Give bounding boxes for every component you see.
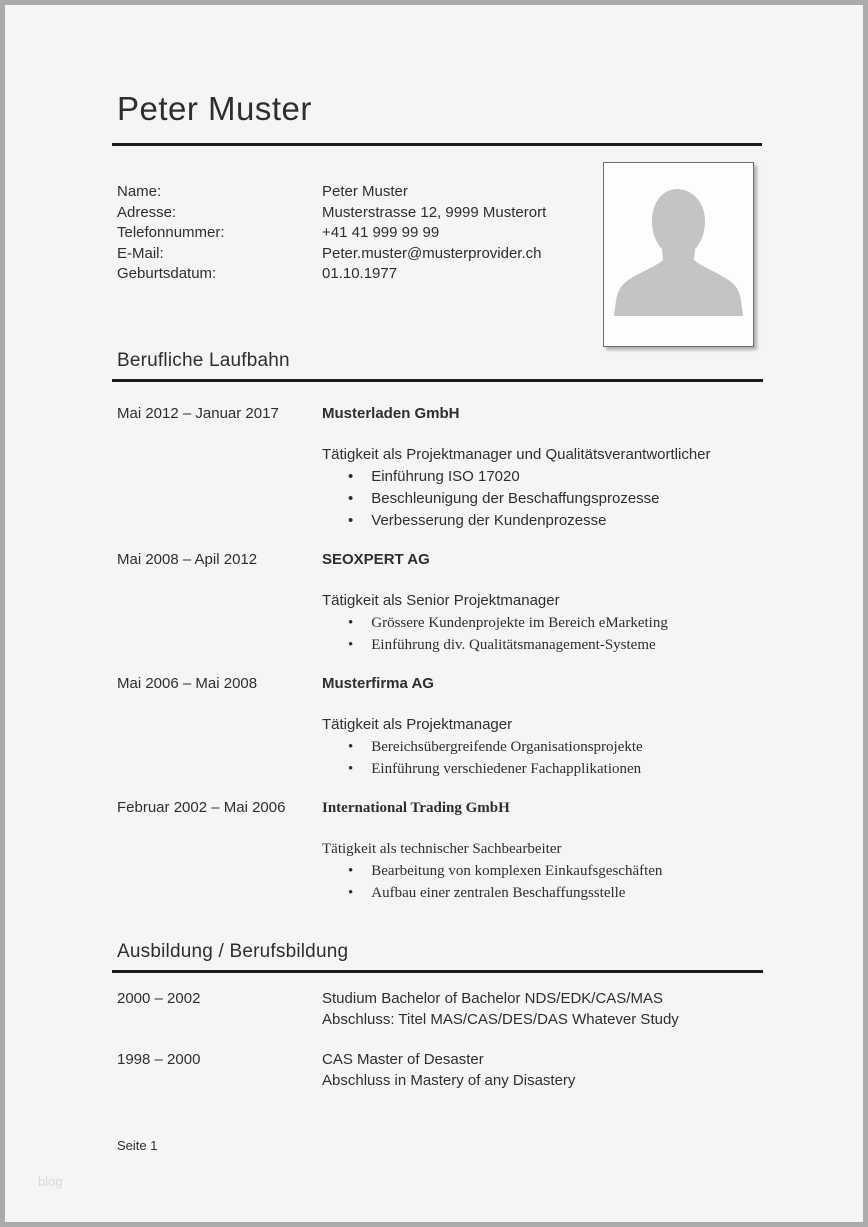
section-heading-career: Berufliche Laufbahn xyxy=(117,350,290,371)
job-bullet: • Einführung div. Qualitätsmanagement-Systeme xyxy=(322,634,765,656)
job-company: Musterfirma AG xyxy=(322,675,434,692)
info-value: 01.10.1977 xyxy=(322,265,398,282)
education-period: 2000 – 2002 xyxy=(117,990,201,1007)
watermark: blog xyxy=(38,1174,63,1189)
photo-placeholder xyxy=(603,162,754,347)
job-role: Tätigkeit als Projektmanager und Qualitätsverantwortlicher xyxy=(322,446,711,463)
education-line: Abschluss: Titel MAS/CAS/DES/DAS Whatever Study xyxy=(322,1011,679,1028)
job-bullet: • Einführung verschiedener Fachapplikationen xyxy=(322,758,765,780)
page-title: Peter Muster xyxy=(117,90,312,127)
job-bullet: • Bereichsübergreifende Organisationsprojekte xyxy=(322,736,765,758)
info-row-birthdate xyxy=(117,264,597,285)
job-detail xyxy=(322,403,765,532)
education-detail xyxy=(322,988,765,1030)
job-bullet-list xyxy=(322,736,765,780)
section-heading-education: Ausbildung / Berufsbildung xyxy=(117,941,349,962)
job-bullet: • Aufbau einer zentralen Beschaffungsstelle xyxy=(322,882,765,904)
job-bullet: • Bearbeitung von komplexen Einkaufsgeschäften xyxy=(322,860,765,882)
job-period: Februar 2002 – Mai 2006 xyxy=(117,799,286,816)
title-divider xyxy=(112,143,762,146)
job-bullet: • Verbesserung der Kundenprozesse xyxy=(322,510,765,532)
job-company: SEOXPERT AG xyxy=(322,551,430,568)
info-label: Adresse: xyxy=(117,203,177,221)
job-detail xyxy=(322,797,765,904)
job-entry-musterfirma xyxy=(117,673,765,780)
education-period: 1998 – 2000 xyxy=(117,1051,201,1068)
job-company: Musterladen GmbH xyxy=(322,405,460,422)
education-item xyxy=(117,988,765,1030)
job-entry-seoxpert xyxy=(117,549,765,656)
job-role: Tätigkeit als Projektmanager xyxy=(322,716,513,733)
info-label: Name: xyxy=(117,183,162,200)
education-detail xyxy=(322,1049,765,1091)
career-divider xyxy=(112,379,763,382)
job-bullet: • Grössere Kundenprojekte im Bereich eMarketing xyxy=(322,612,765,634)
job-period: Mai 2012 – Januar 2017 xyxy=(117,405,279,422)
info-row-address xyxy=(117,203,597,224)
info-row-phone xyxy=(117,223,597,244)
education-divider xyxy=(112,970,763,973)
education-list xyxy=(117,988,765,1091)
education-line: Studium Bachelor of Bachelor NDS/EDK/CAS/MAS xyxy=(322,990,663,1007)
info-label: Geburtsdatum: xyxy=(117,265,217,282)
job-bullet-list xyxy=(322,612,765,656)
personal-info xyxy=(117,182,597,285)
job-entry-musterladen xyxy=(117,403,765,532)
job-bullet-list xyxy=(322,466,765,532)
section-education xyxy=(117,939,765,1091)
job-entry-international-trading xyxy=(117,797,765,904)
education-item xyxy=(117,1049,765,1091)
job-detail xyxy=(322,673,765,780)
job-list xyxy=(117,403,765,904)
job-bullet-list xyxy=(322,860,765,904)
job-bullet: • Einführung ISO 17020 xyxy=(322,466,765,488)
job-period: Mai 2006 – Mai 2008 xyxy=(117,675,258,692)
education-line: Abschluss in Mastery of any Disastery xyxy=(322,1072,576,1089)
person-silhouette-icon xyxy=(604,333,753,347)
job-role: Tätigkeit als technischer Sachbearbeiter xyxy=(322,841,562,857)
job-company: International Trading GmbH xyxy=(322,800,510,816)
section-career xyxy=(117,348,765,904)
info-label: Telefonnummer: xyxy=(117,224,225,241)
page-number: Seite 1 xyxy=(117,1138,158,1153)
job-role: Tätigkeit als Senior Projektmanager xyxy=(322,592,560,609)
info-value: Musterstrasse 12, 9999 Musterort xyxy=(322,203,547,221)
education-line: CAS Master of Desaster xyxy=(322,1051,484,1068)
info-row-name xyxy=(117,182,597,203)
job-detail xyxy=(322,549,765,656)
info-value: Peter Muster xyxy=(322,183,408,200)
info-label: E-Mail: xyxy=(117,244,164,262)
job-bullet: • Beschleunigung der Beschaffungsprozesse xyxy=(322,488,765,510)
info-value: Peter.muster@musterprovider.ch xyxy=(322,244,542,262)
job-period: Mai 2008 – Apil 2012 xyxy=(117,551,258,568)
info-row-email xyxy=(117,244,597,265)
info-value: +41 41 999 99 99 xyxy=(322,224,440,241)
